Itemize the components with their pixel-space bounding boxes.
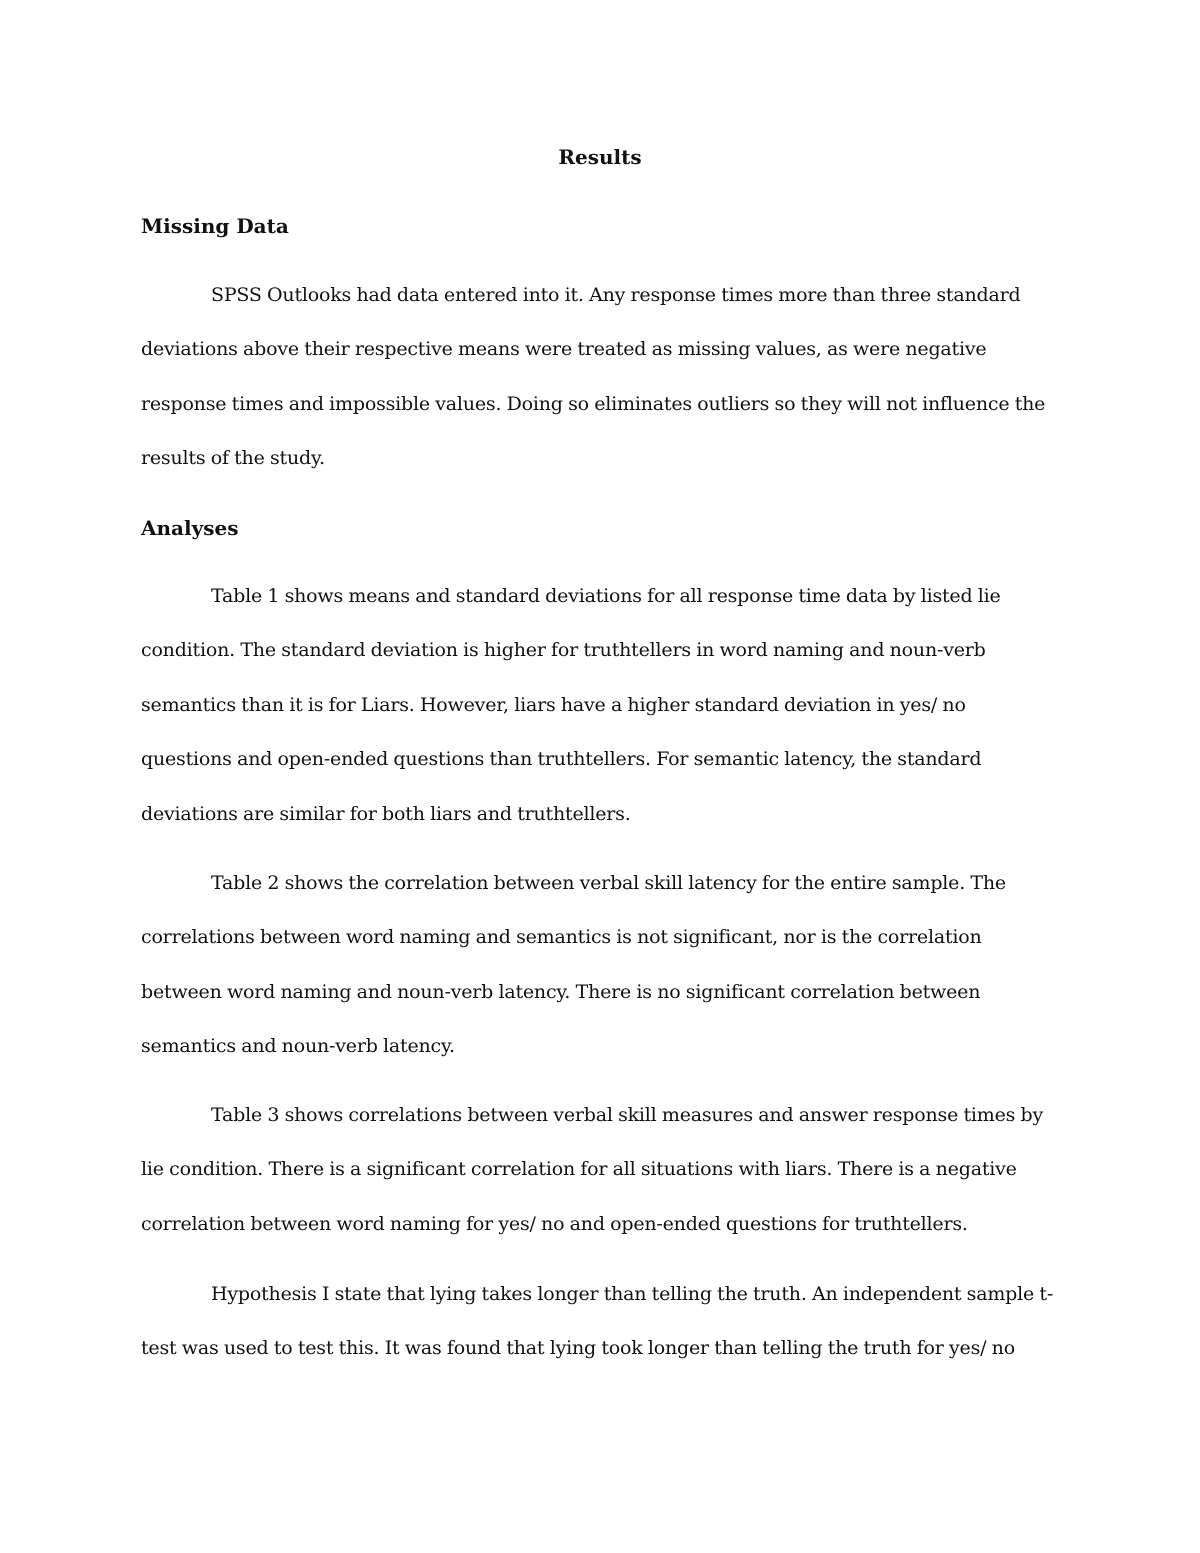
document-page xyxy=(141,0,1059,1553)
paragraph-table-3: Table 3 shows correlations between verbal skill measures and answer response times by lie condition. There is a significant correlation for all situations with liars. There is a negative correlation between word naming for yes/ no and open-ended questions for truthtellers. xyxy=(141,1104,1044,1235)
section-heading-analyses: Analyses xyxy=(141,516,239,540)
paragraph-missing-data: SPSS Outlooks had data entered into it. Any response times more than three standard deviations above their respective means were treated as missing values, as were negative response times and impossible values. Doing so eliminates outliers so they will not influence the results of the study. xyxy=(141,284,1046,470)
page-title: Results xyxy=(558,145,642,169)
paragraph-hypothesis-1: Hypothesis I state that lying takes longer than telling the truth. An independent sample t-test was used to test this. It was found that lying took longer than telling the truth for yes/ no xyxy=(141,1283,1054,1360)
paragraph-table-1: Table 1 shows means and standard deviations for all response time data by listed lie condition. The standard deviation is higher for truthtellers in word naming and noun-verb semantics than it is for Liars. However, liars have a higher standard deviation in yes/ no questions and open-ended questions than truthtellers. For semantic latency, the standard deviations are similar for both liars and truthtellers. xyxy=(141,585,1001,825)
paragraph-table-2: Table 2 shows the correlation between verbal skill latency for the entire sample. The correlations between word naming and semantics is not significant, nor is the correlation between word naming and noun-verb latency. There is no significant correlation between semantics and noun-verb latency. xyxy=(141,872,1006,1058)
section-heading-missing-data: Missing Data xyxy=(141,214,289,238)
